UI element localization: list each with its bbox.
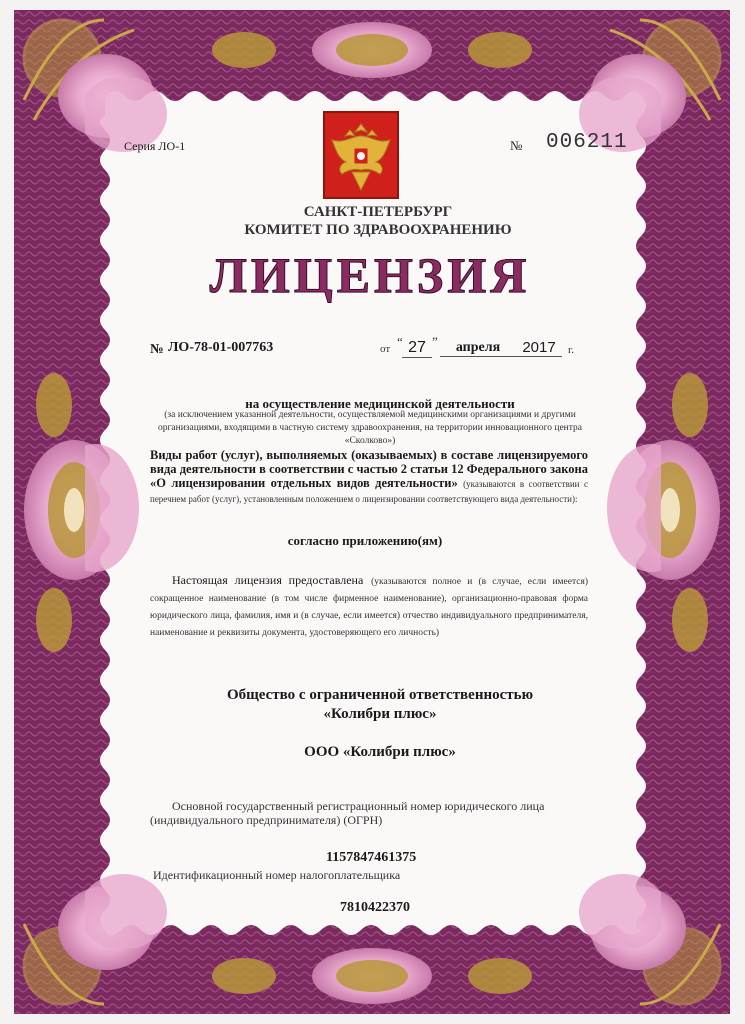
license-number-label: № <box>150 341 164 356</box>
issuer-city: САНКТ-ПЕТЕРБУРГ <box>303 204 453 220</box>
license-number: ЛО-78-01-007763 <box>168 340 274 355</box>
inn-label: Идентификационный номер налогоплательщика <box>153 868 401 882</box>
inn-number: 7810422370 <box>340 900 410 915</box>
form-number: 006211 <box>546 131 628 154</box>
date-from-label: от <box>380 343 391 355</box>
year-suffix: г. <box>568 344 575 356</box>
licensed-activity: на осуществление медицинской деятельности <box>245 396 515 411</box>
granted-to-note: (указываются полное и (в случае, если имеется) сокращенное наименование (в том числе фирменное наименование), организационно-правовая форма юридического лица, фамилия, имя и (в случае, если имеется) отчество индивидуального предпринимателя, наименование и реквизиты документа, удостоверяющего его личность) <box>150 577 588 638</box>
number-label: № <box>510 138 523 153</box>
svg-text:ЛИЦЕНЗИЯ: ЛИЦЕНЗИЯ <box>209 247 531 303</box>
per-appendix: согласно приложению(ям) <box>287 533 443 548</box>
document-title <box>200 242 540 306</box>
date-month: апреля <box>440 340 516 357</box>
works-description <box>150 448 588 506</box>
date-day: 27 <box>402 339 432 358</box>
coat-of-arms-icon <box>322 110 400 200</box>
issuing-authority: КОМИТЕТ ПО ЗДРАВООХРАНЕНИЮ <box>244 222 512 238</box>
works-description-main: Виды работ (услуг), выполняемых (оказываемых) в составе лицензируемого вида деятельности в соответствии с частью 2 статьи 12 Федерального закона «О лицензировании отдельных видов деятельности» <box>150 448 588 490</box>
activity-note: (за исключением указанной деятельности, осуществляемой медицинскими организациями и другими организациями, входящими в частную систему здравоохранения, на территории инновационного центра «Сколково») <box>158 410 582 446</box>
granted-to-label: Настоящая лицензия предоставлена <box>172 573 364 587</box>
series-label: Серия ЛО-1 <box>124 139 186 153</box>
organization-full-name: Общество с ограниченной ответственностью <box>226 687 534 703</box>
ogrn-label: Основной государственный регистрационный номер юридического лица (индивидуального предпринимателя) (ОГРН) <box>150 799 545 827</box>
works-description-note: (указываются в соответствии с перечнем работ (услуг), установленным положением о лицензировании соответствующего вида деятельности): <box>150 479 588 504</box>
ogrn-number: 1157847461375 <box>326 850 417 865</box>
organization-quoted-name: «Колибри плюс» <box>323 706 437 722</box>
organization-short-name: ООО «Колибри плюс» <box>304 744 456 760</box>
granted-to-block <box>150 572 588 640</box>
date-year: 2017 <box>516 339 562 357</box>
